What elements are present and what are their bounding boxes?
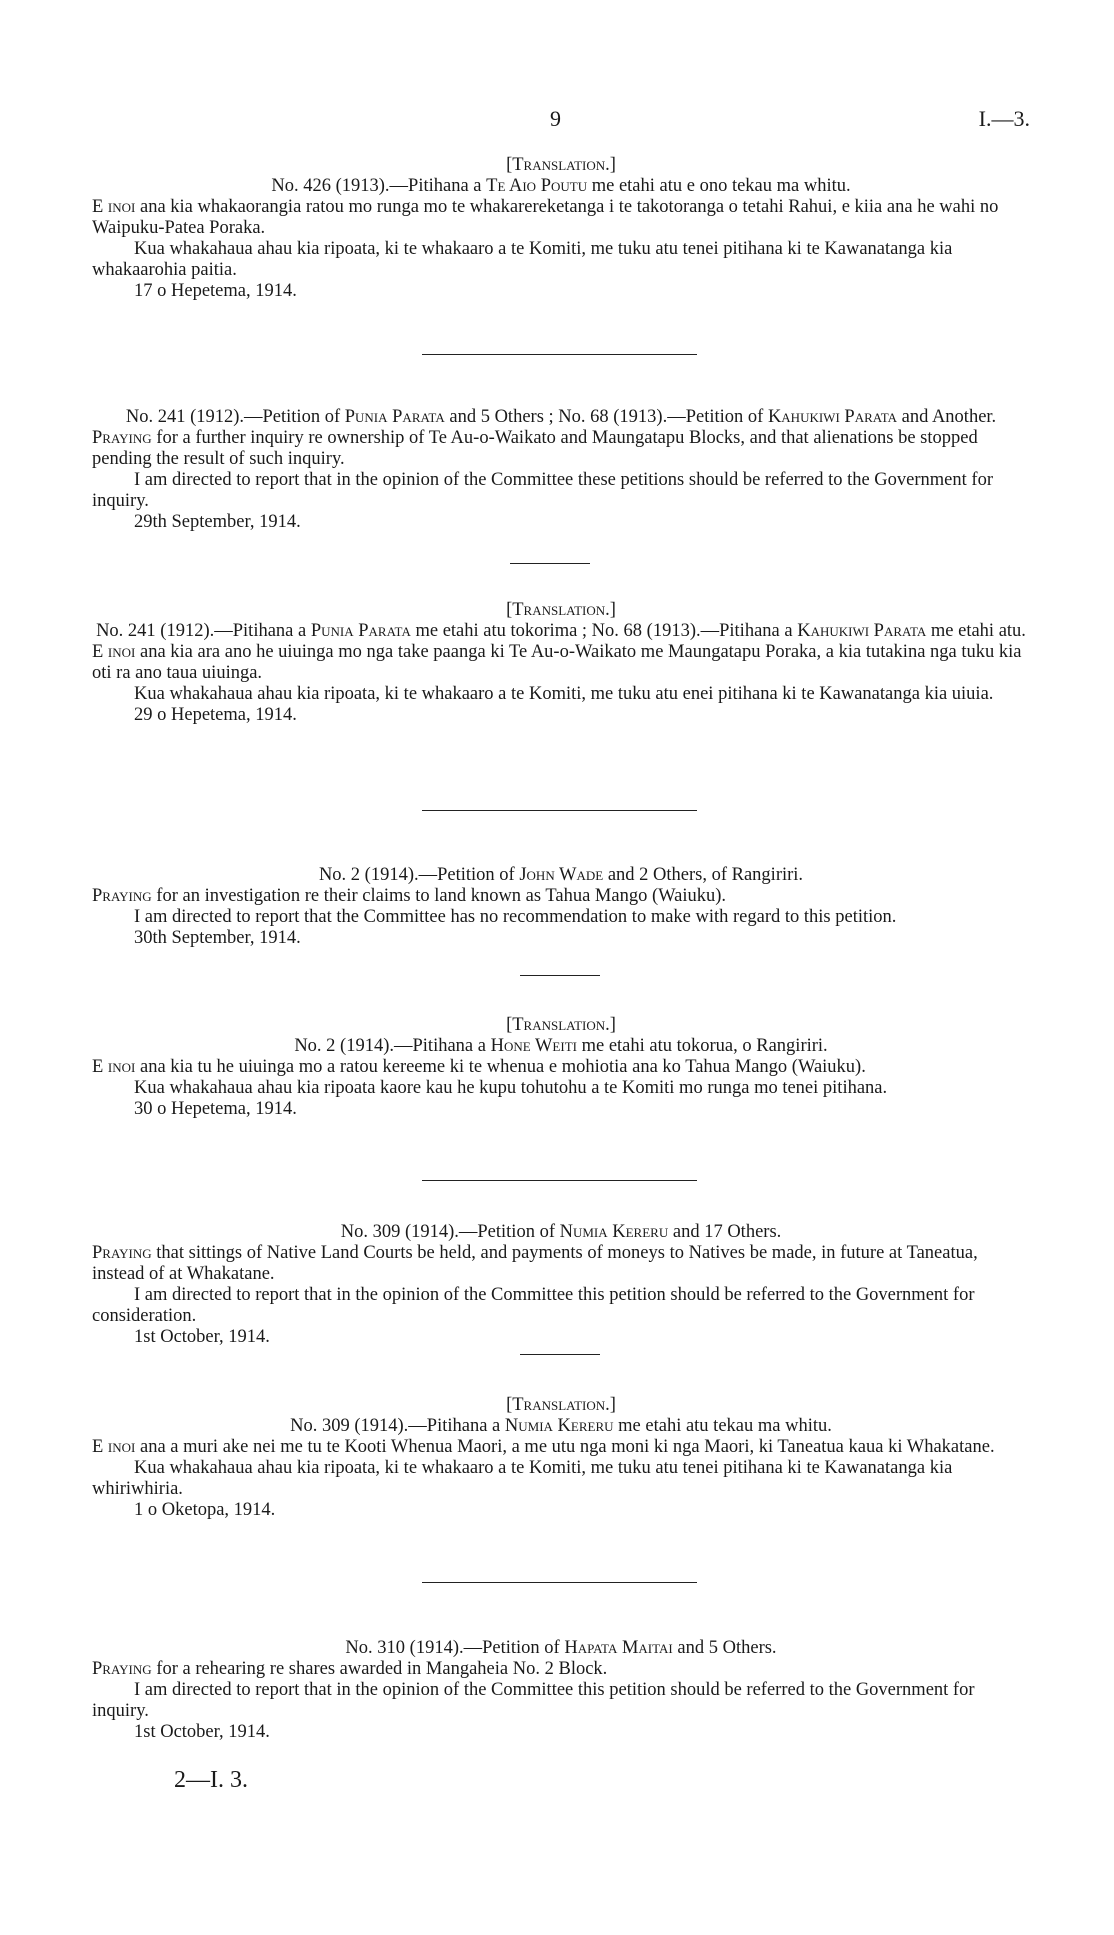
page-number: 9: [550, 106, 561, 131]
section-divider: [422, 810, 697, 811]
petitioner-name: Numia Kereru: [504, 1416, 614, 1436]
heading-text: and 5 Others ; No. 68 (1913).—Petition of: [444, 407, 768, 427]
heading-text: and 17 Others.: [668, 1222, 782, 1242]
heading-text: me etahi atu tekau ma whitu.: [613, 1416, 832, 1436]
short-divider: [520, 1354, 600, 1355]
translation-label: [Translation.]: [506, 155, 616, 175]
heading-text: No. 241 (1912).—Petition of: [125, 407, 345, 427]
heading-text: me etahi atu tokorima ; No. 68 (1913).—Pitihana a: [410, 621, 798, 641]
short-divider: [520, 975, 600, 976]
short-divider: [510, 563, 590, 564]
petition-heading: [92, 407, 1030, 428]
prayer-lead: E inoi: [92, 1057, 136, 1077]
prayer-paragraph: [92, 1437, 1030, 1458]
petitioner-name: Numia Kereru: [559, 1222, 669, 1242]
prayer-text: ana a muri ake nei me tu te Kooti Whenua Maori, a me utu nga moni ki nga Maori, ki Taneatua kaua ki Whakatane.: [135, 1437, 995, 1457]
heading-text: and 5 Others.: [672, 1638, 777, 1658]
report-date: 30th September, 1914.: [134, 928, 301, 948]
paper-reference: I.—3.: [978, 106, 1030, 131]
report-date: 1st October, 1914.: [134, 1327, 270, 1347]
prayer-lead: E inoi: [92, 1437, 136, 1457]
petition-section: [92, 600, 1030, 726]
section-divider: [422, 354, 697, 355]
prayer-paragraph: [92, 642, 1030, 684]
prayer-text: for an investigation re their claims to land known as Tahua Mango (Waiuku).: [151, 886, 726, 906]
petitioner-name: Hone Weiti: [490, 1036, 577, 1056]
heading-text: No. 2 (1914).—Pitihana a: [294, 1036, 491, 1056]
petition-section: [92, 1015, 1030, 1120]
prayer-lead: E inoi: [92, 197, 136, 217]
translation-label: [Translation.]: [506, 1395, 616, 1415]
translation-label: [Translation.]: [506, 600, 616, 620]
petitioner-name: Kahukiwi Parata: [767, 407, 897, 427]
section-divider: [422, 1180, 697, 1181]
prayer-lead: Praying: [92, 886, 152, 906]
prayer-paragraph: [92, 1243, 1030, 1285]
petition-heading: [92, 621, 1030, 642]
prayer-text: for a rehearing re shares awarded in Mangaheia No. 2 Block.: [151, 1659, 608, 1679]
prayer-text: ana kia ara ano he uiuinga mo nga take paanga ki Te Au-o-Waikato me Maungatapu Poraka, a kia tutakina nga tuku kia oti ra ano taua uiuinga.: [92, 642, 1022, 683]
report-paragraph: Kua whakahaua ahau kia ripoata, ki te whakaaro a te Komiti, me tuku atu enei pitihana ki te Kawanatanga kia uiuia.: [134, 684, 994, 704]
heading-text: No. 2 (1914).—Petition of: [318, 865, 520, 885]
petition-section: [92, 1395, 1030, 1521]
report-date: 1st October, 1914.: [134, 1722, 270, 1742]
petition-heading: [92, 1036, 1030, 1057]
section-divider: [422, 1582, 697, 1583]
petition-section: [92, 865, 1030, 949]
petition-heading: [92, 1416, 1030, 1437]
report-paragraph: I am directed to report that the Committee has no recommendation to make with regard to this petition.: [134, 907, 897, 927]
heading-text: No. 426 (1913).—Pitihana a: [271, 176, 487, 196]
petitioner-name: Punia Parata: [344, 407, 445, 427]
heading-text: No. 309 (1914).—Petition of: [340, 1222, 560, 1242]
report-paragraph: Kua whakahaua ahau kia ripoata, ki te whakaaro a te Komiti, me tuku atu tenei pitihana ki te Kawanatanga kia whiriwhiria.: [92, 1458, 953, 1499]
heading-text: me etahi atu.: [926, 621, 1026, 641]
heading-text: me etahi atu tokorua, o Rangiriri.: [576, 1036, 828, 1056]
petition-section: [92, 155, 1030, 302]
prayer-lead: Praying: [92, 1243, 152, 1263]
report-date: 1 o Oketopa, 1914.: [134, 1500, 276, 1520]
prayer-lead: Praying: [92, 1659, 152, 1679]
prayer-text: ana kia whakaorangia ratou mo runga mo te whakarereketanga i te takotoranga o tetahi Rahui, e kiia ana he wahi no Waipuku-Patea Poraka.: [92, 197, 999, 238]
report-date: 29th September, 1914.: [134, 512, 301, 532]
prayer-paragraph: [92, 1057, 1030, 1078]
report-paragraph: Kua whakahaua ahau kia ripoata kaore kau he kupu tohutohu a te Komiti mo runga mo tenei pitihana.: [134, 1078, 888, 1098]
translation-label: [Translation.]: [506, 1015, 616, 1035]
heading-text: and 2 Others, of Rangiriri.: [603, 865, 804, 885]
report-date: 30 o Hepetema, 1914.: [134, 1099, 297, 1119]
petitioner-name: Punia Parata: [310, 621, 411, 641]
petitioner-name: Hapata Maitai: [564, 1638, 673, 1658]
prayer-text: for a further inquiry re ownership of Te Au-o-Waikato and Maungatapu Blocks, and that alienations be stopped pending the result of such inquiry.: [92, 428, 978, 469]
petition-section: [92, 407, 1030, 533]
prayer-paragraph: [92, 197, 1030, 239]
heading-text: No. 241 (1912).—Pitihana a: [96, 621, 311, 641]
petitioner-name: Te Aio Poutu: [486, 176, 588, 196]
report-paragraph: I am directed to report that in the opinion of the Committee this petition should be referred to the Government for inquiry.: [92, 1680, 975, 1721]
prayer-paragraph: [92, 1659, 1030, 1680]
document-page: [92, 0, 1030, 1935]
petition-section: [92, 1222, 1030, 1348]
report-paragraph: I am directed to report that in the opinion of the Committee these petitions should be referred to the Government for inquiry.: [92, 470, 993, 511]
prayer-paragraph: [92, 886, 1030, 907]
heading-text: No. 310 (1914).—Petition of: [345, 1638, 565, 1658]
heading-text: No. 309 (1914).—Pitihana a: [290, 1416, 505, 1436]
prayer-lead: Praying: [92, 428, 152, 448]
heading-text: me etahi atu e ono tekau ma whitu.: [587, 176, 851, 196]
prayer-text: ana kia tu he uiuinga mo a ratou kereeme ki te whenua e mohiotia ana ko Tahua Mango (Waiuku).: [135, 1057, 866, 1077]
petition-heading: [92, 865, 1030, 886]
petition-heading: [92, 176, 1030, 197]
petition-heading: [92, 1638, 1030, 1659]
heading-text: and Another.: [897, 407, 997, 427]
report-date: 17 o Hepetema, 1914.: [134, 281, 297, 301]
petition-heading: [92, 1222, 1030, 1243]
report-paragraph: I am directed to report that in the opinion of the Committee this petition should be referred to the Government for consideration.: [92, 1285, 975, 1326]
printer-signature: 2—I. 3.: [174, 1767, 248, 1793]
report-paragraph: Kua whakahaua ahau kia ripoata, ki te whakaaro a te Komiti, me tuku atu tenei pitihana ki te Kawanatanga kia whakaarohia paitia.: [92, 239, 953, 280]
petition-section: [92, 1638, 1030, 1743]
prayer-text: that sittings of Native Land Courts be held, and payments of moneys to Natives be made, in future at Taneatua, instead of at Whakatane.: [92, 1243, 978, 1284]
prayer-lead: E inoi: [92, 642, 136, 662]
report-date: 29 o Hepetema, 1914.: [134, 705, 297, 725]
prayer-paragraph: [92, 428, 1030, 470]
petitioner-name: Kahukiwi Parata: [797, 621, 927, 641]
petitioner-name: John Wade: [519, 865, 604, 885]
